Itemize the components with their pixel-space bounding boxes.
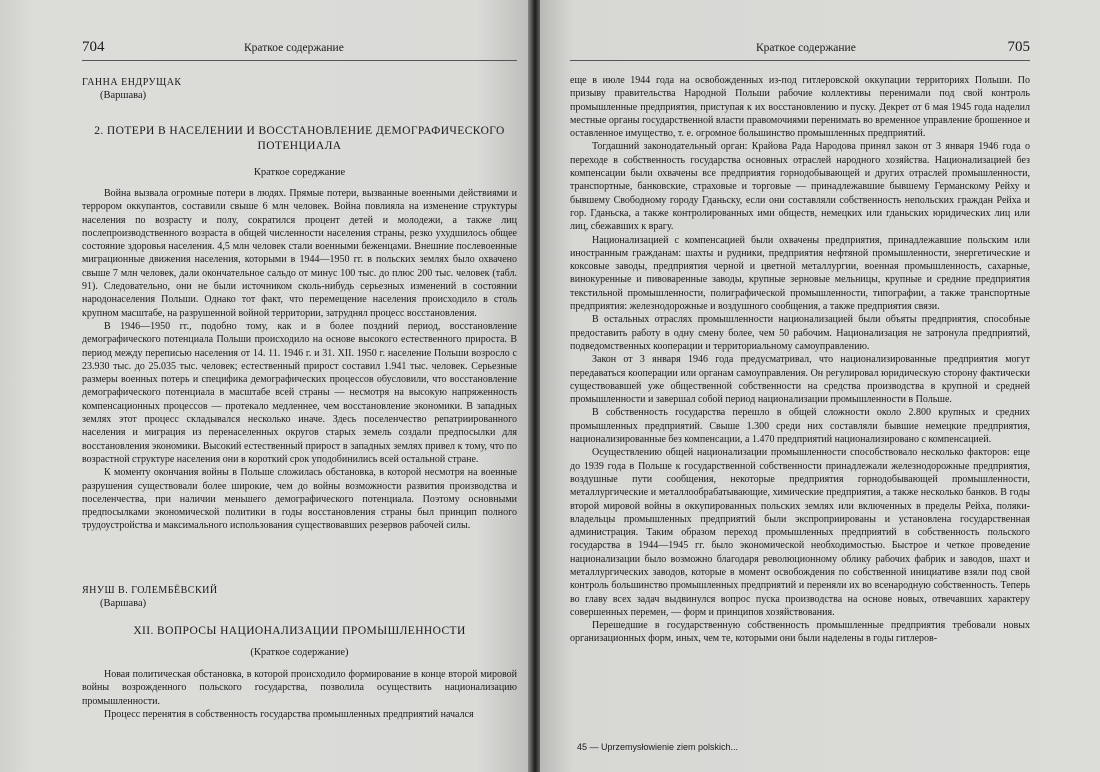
section-body — [82, 668, 517, 721]
section-body — [570, 74, 1030, 646]
page-number: 705 — [1007, 39, 1030, 55]
section-subtitle: Краткое сореджание — [253, 167, 346, 178]
header-rule — [570, 60, 1030, 61]
page-number: 704 — [82, 39, 105, 55]
paragraph: Национализацией с компенсацией были охвачены предприятия, принадлежавшие польским или иностранным гражданам: шахты и рудники, предприятия нефтяной промышленности, энергетические и коксовые заводы, предприятия черной и цветной металлургии, военная промышленность, сахарные, винокуренные и пивоваренные заводы, крупные зерновые мельницы, крупные и средние предприятия текстильной промышленности, полиграфической промышленности, типографии, а также транспортные предприятия: железнодорожные и воздушного сообщения, а также предприятия связи. — [570, 234, 1030, 313]
section-body — [82, 187, 517, 533]
section-heading-line: 2. ПОТЕРИ В НАСЕЛЕНИИ И ВОССТАНОВЛЕНИЕ ДЕМОГРАФИЧЕСКОГО — [94, 125, 505, 137]
paragraph: Закон от 3 января 1946 года предусматривал, что национализированные предприятия могут передаваться кооперации или органам самоуправления. Он регулировал юридическую сторону фактически существовавшей уже общественной собственности на средства производства в крупной и средней промышленности и завершал собой период национализации промышленности в Польше. — [570, 354, 1030, 406]
running-head: Краткое содержание — [756, 42, 856, 54]
right-page-header — [570, 39, 1030, 58]
left-page — [0, 0, 530, 772]
paragraph: В остальных отраслях промышленности национализацией были объяты предприятия, способные предоставить работу в одну смену более, чем 50 рабочим. Национализация не затронула предприятий, подведомственных кооперации и территориальному самоуправлению. — [570, 314, 1030, 352]
paragraph: В собственность государства перешло в общей сложности около 2.800 крупных и средних промышленных предприятий. Свыше 1.300 среди них составляли бывшие немецкие предприятия, национализированные без компенсации, а 1.470 предприятий национализировано с компенсацией. — [570, 407, 1030, 446]
paragraph: Осуществлению общей национализации промышленности способствовало несколько факторов: еще до 1939 года в Польше к государственной собственности принадлежали железнодорожные предприятия, воздушные пути сообщения, некоторые предприятия горнодобывающей промышленности, металлургические и металлообрабатывающие, химические предприятия, а также несколько банков. В годы второй мировой войны в оккупированных польских землях или включенных в пределы Рейха, поляки-владельцы промышленных предприятий были экспроприированы и установлена государственная администрация. Таким образом переход промышленных предприятий в собственность польского государства в 1944—1945 гг. было экономической необходимостью. Быстрое и четкое проведение национализации было возможно благодаря революционному облику рабочих фабрик и заводов, шахт и металлургических заводов, которые в момент освобождения по собственной инициативе взяли под свой контроль большинство промышленных предприятий и переняли их во всенародную собственность. Теперь во главу всех задач выдвинулся вопрос пуска производства на основе новых, отвечавших характеру совершенных перемен, — форм и принципов хозяйствования. — [570, 447, 1030, 618]
section-heading-line: ПОТЕНЦИАЛА — [257, 140, 342, 152]
right-page — [540, 0, 1100, 772]
signature-footnote: 45 — Uprzemysłowienie ziem polskich... — [577, 742, 739, 752]
paragraph: Перешедшие в государственную собственность промышленные предприятия требовали новых организационных форм, иных, чем те, которыми они были наделены в годы гитлеров- — [570, 620, 1030, 645]
paragraph: Процесс перенятия в собственность государства промышленных предприятий начался — [104, 708, 474, 720]
paragraph: Война вызвала огромные потери в людях. Прямые потери, вызванные военными действиями и террором оккупантов, составили свыше 6 млн человек. Война повлияла на изменение структуры населения по возрасту и полу, сократился процент детей и молодежи, а также лиц послепроизводственного возраста в общей численности населения страны, резко ухудшилось общее состояние здоровья населения. 4,5 млн человек стали военными беженцами. Внешние послевоенные миграционные движения населения, которыми в 1944—1950 гг. в польских землях было охвачено свыше 7 млн человек, дали окончательное сальдо от минус 100 тыс. до плюс 200 тыс. человек (табл. 91). Следовательно, они не были источником сколь-нибудь серьезных изменений в состоянии народонаселения Польши. Однако тот факт, что перемещение населения происходило в столь крупном масштабе, на разрушенной войной территории, затруднял процесс восстановления. — [82, 188, 517, 319]
paragraph: К моменту окончания войны в Польше сложилась обстановка, в которой несмотря на военные разрушения существовали более широкие, чем до войны возможности развития производства и поселенчества, при наличии меньшего демографического потенциала. Поэтому основными предпосылками экономической политики в годы восстановления страны был принцип полного трудоустройства и максимального использования существовавших резервов рабочей силы. — [82, 467, 517, 532]
author-name: ГАННА ЕНДРУЩАК — [82, 77, 182, 88]
chapter-heading: XII. ВОПРОСЫ НАЦИОНАЛИЗАЦИИ ПРОМЫШЛЕННОСТИ — [133, 625, 466, 637]
section-subtitle: (Краткое содержание) — [250, 647, 349, 658]
section-heading — [82, 124, 517, 154]
paragraph: В 1946—1950 гг., подобно тому, как и в более поздний период, восстановление демографического потенциала Польши происходило на основе высокого естественного прироста. В период между переписью населения от 14. 11. 1946 г. и 31. XII. 1950 г. население Польши возросло с 23.930 тыс. до 25.035 тыс. человек; естественный прирост составил 1.941 тыс. человек. Серьезные размеры военных потерь и специфика демографических процессов обусловили, что восстановление демографического потенциала в масштабе всей страны — несмотря на высокую напряженность компенсационных процессов — протекало медленнее, чем восстановление экономики. В западных землях этот процесс складывался несколько иначе. Здесь поселенчество репатриированного населения и миграция из перенаселенных округов старых земель создали предпосылки для восстановления экономики. Высокий естественный прирост в западных землях привел к тому, что по возрастной структуре населения они в короткий срок уподобинились всей остальной стране. — [82, 320, 517, 465]
left-page-header — [82, 39, 517, 58]
header-rule — [82, 60, 517, 61]
author-city: (Варшава) — [100, 598, 147, 609]
paragraph: Новая политическая обстановка, в которой происходило формирование в конце второй мировой войны возрожденного польского государства, позволила осуществить национализацию промышленности. — [82, 669, 517, 707]
author-name: ЯНУШ В. ГОЛЕМБЁВСКИЙ — [82, 585, 218, 596]
author-city: (Варшава) — [100, 90, 147, 101]
paragraph: Тогдашний законодательный орган: Крайова Рада Народова принял закон от 3 января 1946 года о переходе в собственность государства основных отраслей народного хозяйства. Национализацией без компенсации были охвачены все предприятия горнодобывающей и других отраслей промышленности, транспортные, банковские, страховые и торговые — принадлежавшие бывшему Германскому Рейху и бывшему Свободному городу Гданьску, если они составляли собственность непольских граждан Рейха и гор. Гданьска, а также контролированных ими обществ, немецких или гданьских юридических лиц или лиц, сбежавших к врагу. — [570, 141, 1030, 233]
running-head: Краткое содержание — [244, 42, 344, 54]
paragraph: еще в июле 1944 года на освобожденных из-под гитлеровской оккупации территориях Польши. По призыву правительства Народной Польши рабочие коллективы перенимали под свой контроль промышленные предприятия, приступая к их восстановлению и пуску. Декрет от 6 мая 1945 года наделил местные органы государственной власти правомочиями перенимать во временное управление брошенное и оставленное имущество, т. е. огромное большинство промышленных предприятий. — [570, 75, 1030, 140]
